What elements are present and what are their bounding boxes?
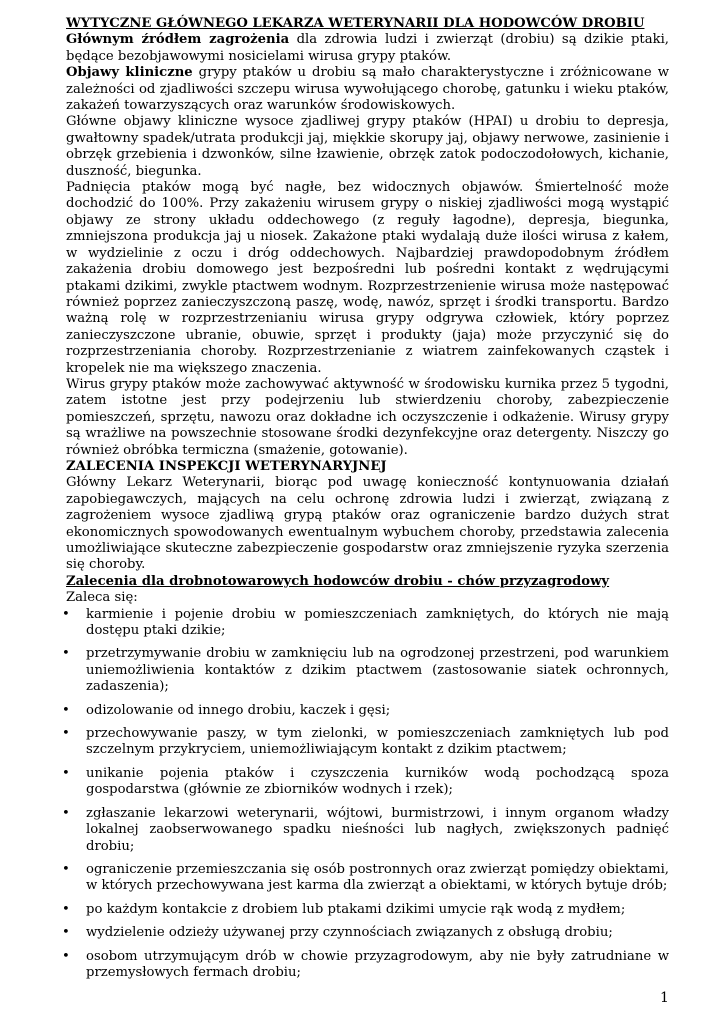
bullet-icon: •: [62, 805, 70, 821]
source-text: dla zdrowia ludzi i zwierząt (drobiu) są dzikie ptaki, będące bezobjawowymi nosicielami wirusa grypy ptaków.: [66, 32, 669, 64]
list-item: [62, 702, 669, 719]
bullet-icon: •: [62, 646, 70, 662]
bullet-icon: •: [62, 861, 70, 877]
source-paragraph: [66, 32, 669, 65]
list-item: [62, 948, 669, 982]
list-item: [62, 765, 669, 799]
list-item-text: po każdym kontakcie z drobiem lub ptakami dzikimi umycie rąk wodą z mydłem;: [86, 901, 626, 917]
bullet-icon: •: [62, 901, 70, 917]
bullet-icon: •: [62, 925, 70, 941]
inspection-heading: ZALECENIA INSPEKCJI WETERYNARYJNEJ: [66, 458, 387, 474]
page-number: 1: [660, 990, 669, 1006]
list-item-text: odizolowanie od innego drobiu, kaczek i gęsi;: [86, 702, 391, 718]
list-item-text: przechowywanie paszy, w tym zielonki, w pomieszczeniach zamkniętych lub pod szczelnym przykryciem, uniemożliwiającym kontakt z dzikim ptactwem;: [86, 726, 669, 758]
list-item-text: zgłaszanie lekarzowi weterynarii, wójtowi, burmistrzowi, i innym organom władzy lokalnej zaobserwowanego spadku nieśności lub nagłych, zwiększonych padnięć drobiu;: [86, 805, 669, 854]
bullet-icon: •: [62, 702, 70, 718]
list-item: [62, 861, 669, 895]
document-body: [62, 16, 669, 988]
hpai-symptoms-paragraph: Główne objawy kliniczne wysoce zjadliwej grypy ptaków (HPAI) u drobiu to depresja, gwałtowny spadek/utrata produkcji jaj, miękkie skorupy jaj, objawy nerwowe, zasinienie i obrzęk grzebienia i dzwonków, silne łzawienie, obrzęk zatok podoczodołowych, kichanie, duszność, biegunka.: [66, 114, 669, 179]
list-item: [62, 805, 669, 855]
list-item: [62, 925, 669, 941]
recommendations-heading: Zalecenia dla drobnotowarowych hodowców drobiu - chów przyzagrodowy: [66, 573, 610, 589]
inspection-paragraph: Główny Lekarz Weterynarii, biorąc pod uwagę konieczność kontynuowania działań zapobiegawczych, mających na celu ochronę zdrowia ludzi i zwierząt, związaną z zagrożeniem wysoce zjadliwą grypą ptaków oraz ograniczenie bardzo dużych strat ekonomicznych spowodowanych ewentualnym wybuchem choroby, przedstawia zalecenia umożliwiające skuteczne zabezpieczenie gospodarstw oraz zmniejszenie ryzyka szerzenia się choroby.: [66, 475, 669, 573]
list-item-text: osobom utrzymującym drób w chowie przyzagrodowym, aby nie były zatrudniane w przemysłowych fermach drobiu;: [86, 948, 669, 980]
virus-survival-paragraph: Wirus grypy ptaków może zachowywać aktywność w środowisku kurnika przez 5 tygodni, zatem istotne jest przy podejrzeniu lub stwierdzeniu choroby, zabezpieczenie pomieszczeń, sprzętu, nawozu oraz dokładne ich oczyszczenie i odkażenie. Wirusy grypy są wrażliwe na powszechnie stosowane środki dezynfekcyjne oraz detergenty. Niszczy go również obróbka termiczna (smażenie, gotowanie).: [66, 376, 669, 458]
list-item: [62, 726, 669, 759]
list-item-text: przetrzymywanie drobiu w zamknięciu lub na ogrodzonej przestrzeni, pod warunkiem uniemożliwienia kontaktów z dzikim ptactwem (zastosowanie siatek ochronnych, zadaszenia);: [86, 646, 669, 695]
list-item: [62, 606, 669, 640]
source-label: Głównym źródłem zagrożenia: [66, 32, 290, 48]
list-item-text: ograniczenie przemieszczania się osób postronnych oraz zwierząt pomiędzy obiektami, w których przechowywana jest karma dla zwierząt a obiektami, w których bytuje drób;: [86, 861, 669, 894]
recommendations-list: [62, 606, 669, 982]
document-title: WYTYCZNE GŁÓWNEGO LEKARZA WETERYNARII DLA HODOWCÓW DROBIU: [66, 16, 645, 31]
symptoms-text: grypy ptaków u drobiu są mało charakterystyczne i zróżnicowane w zależności od zjadliwości szczepu wirusa wywołującego chorobę, gatunku i wieku ptaków, zakażeń towarzyszących oraz warunków środowiskowych.: [66, 65, 669, 114]
list-item-text: wydzielenie odzieży używanej przy czynnościach związanych z obsługą drobiu;: [86, 925, 613, 941]
recommendations-intro: Zaleca się:: [66, 590, 138, 606]
list-item-text: karmienie i pojenie drobiu w pomieszczeniach zamkniętych, do których nie mają dostępu ptaki dzikie;: [86, 606, 669, 639]
transmission-paragraph: Padnięcia ptaków mogą być nagłe, bez widocznych objawów. Śmiertelność może dochodzić do 100%. Przy zakażeniu wirusem grypy o niskiej zjadliwości mogą wystąpić objawy ze strony układu oddechowego (z reguły łagodne), depresja, biegunka, zmniejszona produkcja jaj u niosek. Zakażone ptaki wydalają duże ilości wirusa z kałem, w wydzielinie z oczu i dróg oddechowych. Najbardziej prawdopodobnym źródłem zakażenia drobiu domowego jest bezpośredni lub pośredni kontakt z wędrującymi ptakami dzikimi, zwykle ptactwem wodnym. Rozprzestrzenienie wirusa może następować również poprzez zanieczyszczoną paszę, wodę, nawóz, sprzęt i środki transportu. Bardzo ważną rolę w rozprzestrzenianiu wirusa grypy odgrywa człowiek, który poprzez zanieczyszczone ubranie, obuwie, sprzęt i produkty (jaja) może przyczynić się do rozprzestrzeniania choroby. Rozprzestrzenianie z wiatrem zainfekowanych cząstek i kropelek nie ma większego znaczenia.: [66, 180, 669, 376]
list-item-text: unikanie pojenia ptaków i czyszczenia kurników wodą pochodzącą spoza gospodarstwa (głównie ze zbiorników wodnych i rzek);: [86, 765, 669, 798]
bullet-icon: •: [62, 606, 70, 622]
bullet-icon: •: [62, 765, 70, 781]
list-item: [62, 901, 669, 918]
bullet-icon: •: [62, 948, 70, 964]
bullet-icon: •: [62, 726, 70, 742]
symptoms-label: Objawy kliniczne: [66, 65, 193, 81]
symptoms-paragraph: [66, 65, 669, 114]
list-item: [62, 646, 669, 695]
